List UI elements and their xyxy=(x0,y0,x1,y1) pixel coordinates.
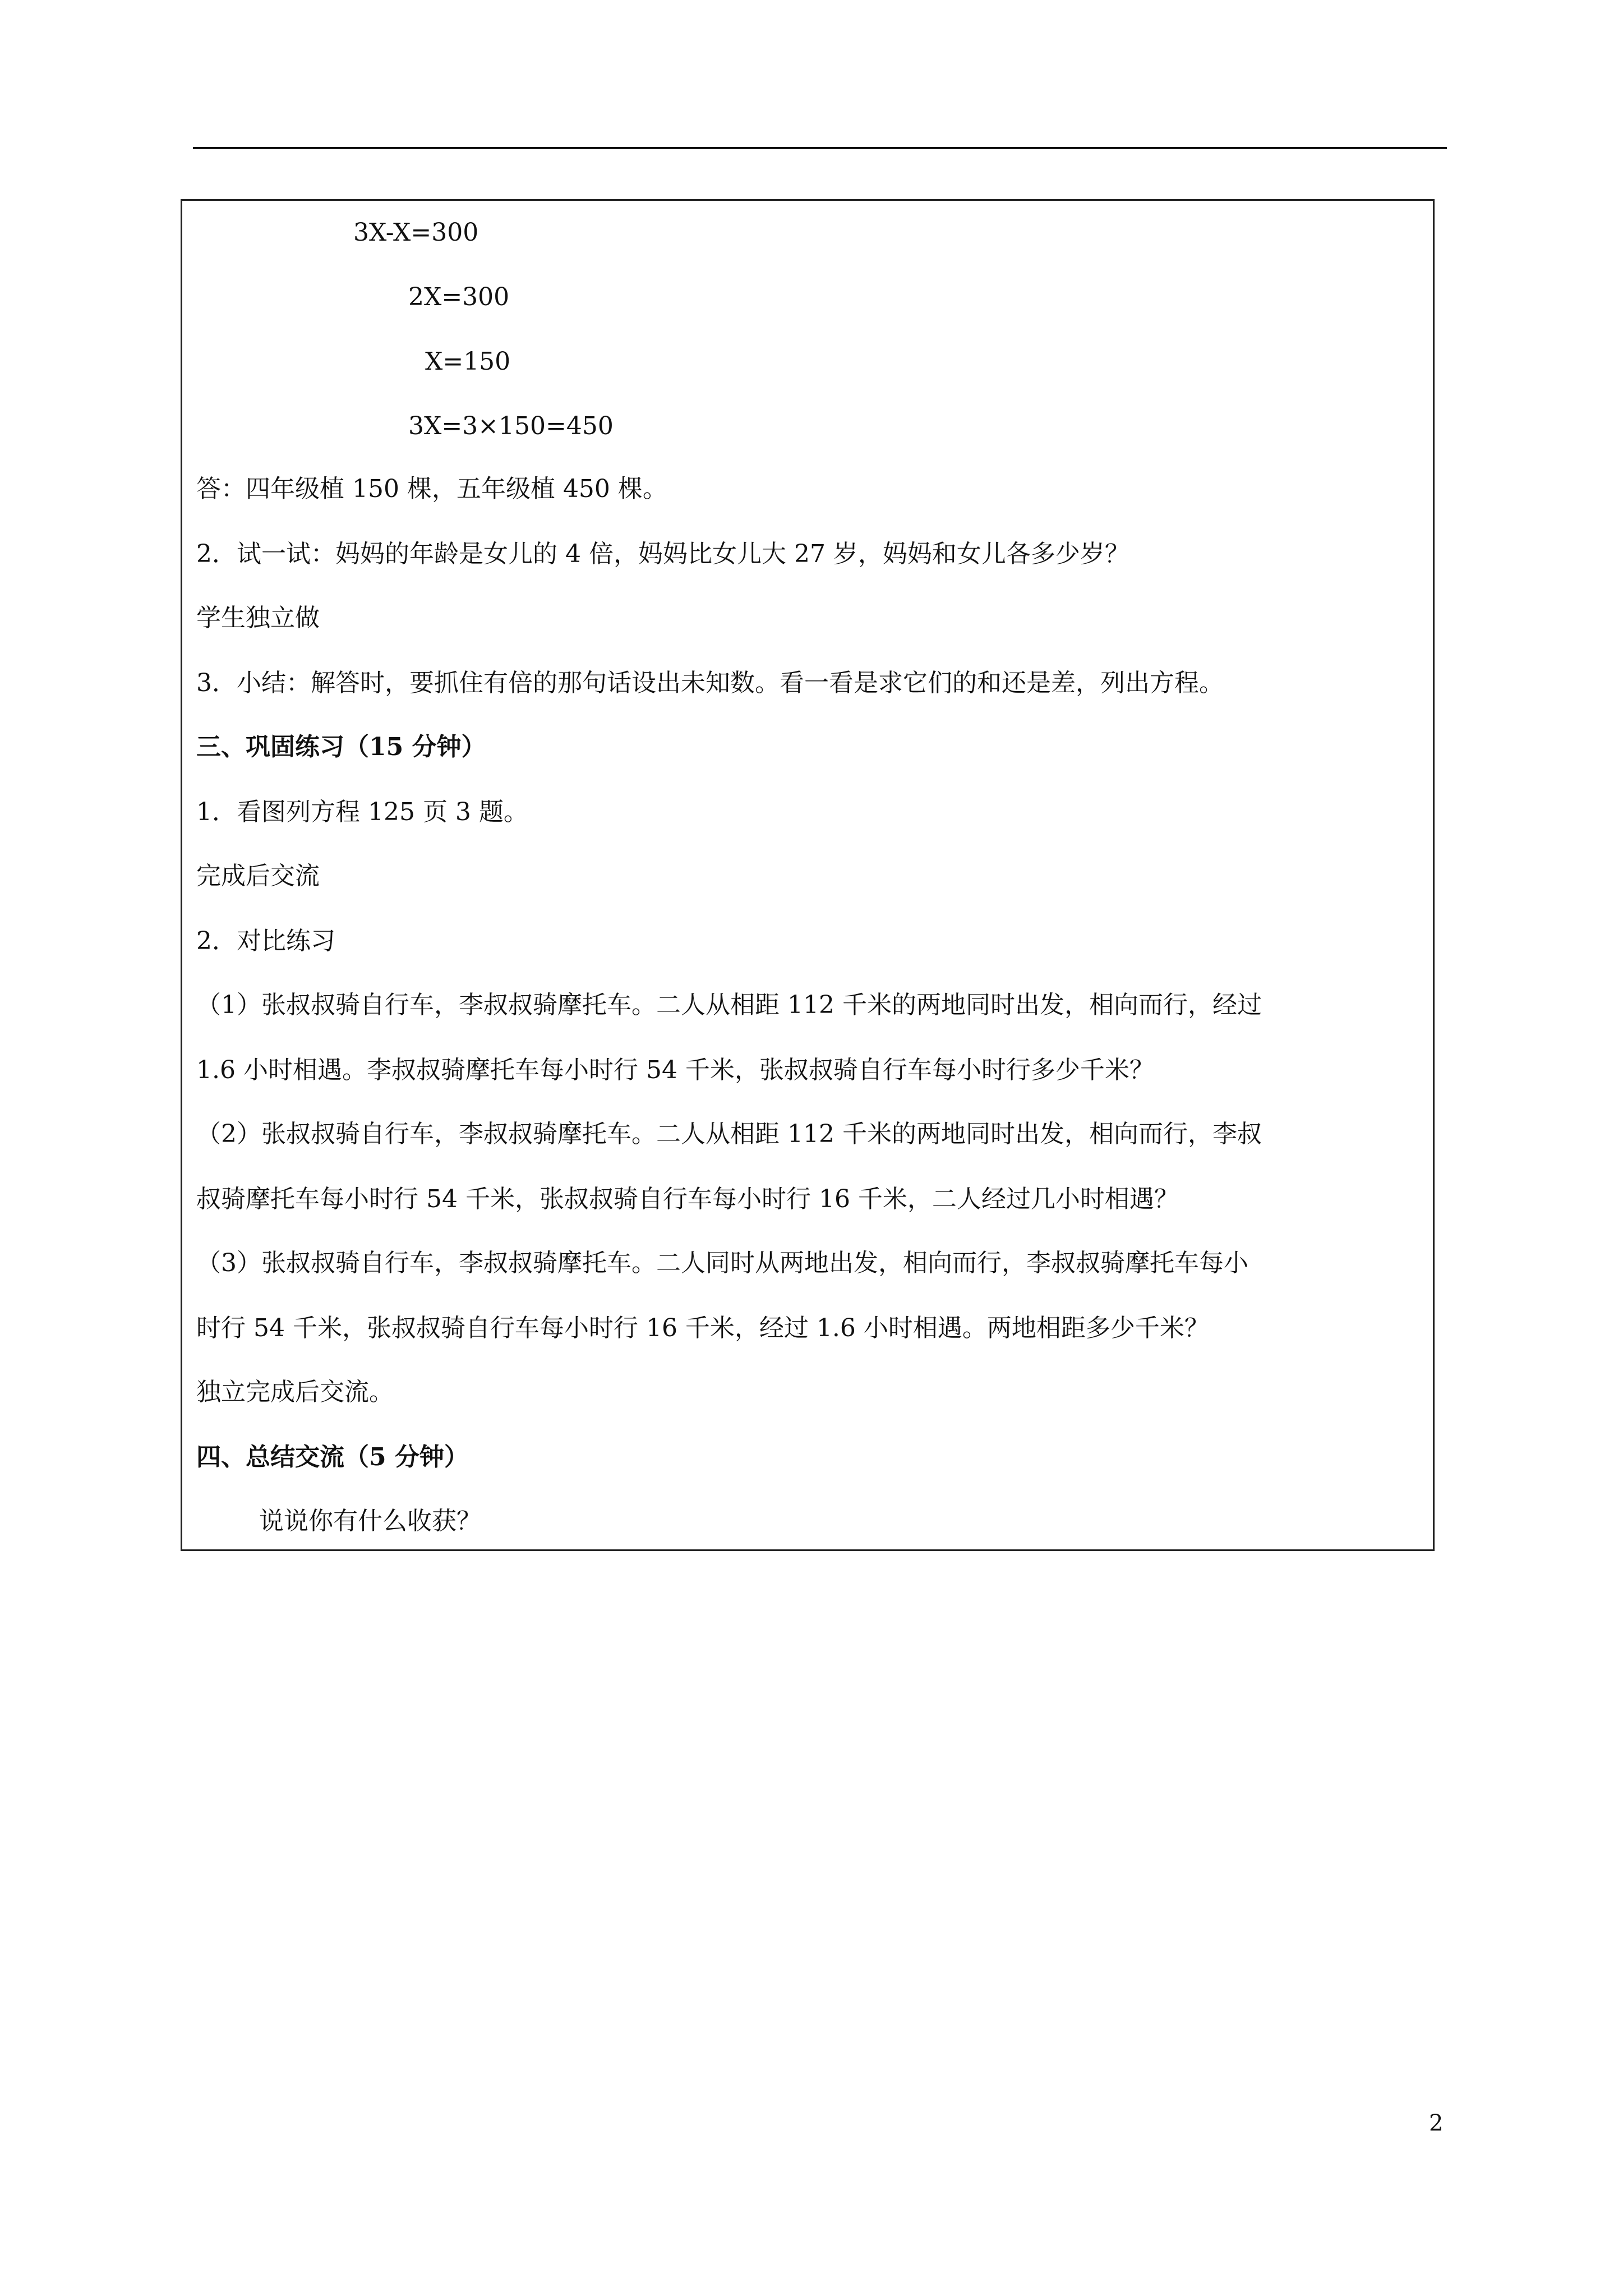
question-text: （2）张叔叔骑自行车，李叔叔骑摩托车。二人从相距 112 千米的两地同时出发，相向而行，李叔 xyxy=(196,1120,1262,1148)
practice-item: 2．对比练习 xyxy=(196,927,335,955)
content-frame xyxy=(181,199,1435,1551)
equation-line: 2X=300 xyxy=(408,283,510,311)
practice-note: 独立完成后交流。 xyxy=(196,1378,394,1406)
header-rule xyxy=(193,147,1447,149)
question-text: （3）张叔叔骑自行车，李叔叔骑摩托车。二人同时从两地出发，相向而行，李叔叔骑摩托车每小 xyxy=(196,1249,1248,1277)
summary-item: 3．小结：解答时，要抓住有倍的那句话设出未知数。看一看是求它们的和还是差，列出方程。 xyxy=(196,669,1224,697)
equation-line: 3X-X=300 xyxy=(353,218,479,247)
reflection-prompt: 说说你有什么收获？ xyxy=(259,1507,481,1535)
try-item: 2．试一试：妈妈的年龄是女儿的 4 倍，妈妈比女儿大 27 岁，妈妈和女儿各多少岁？ xyxy=(196,540,1129,568)
answer-text: 答：四年级植 150 棵，五年级植 450 棵。 xyxy=(196,475,667,503)
page-number: 2 xyxy=(1429,2110,1444,2136)
student-work-note: 学生独立做 xyxy=(196,604,320,632)
practice-item: 1．看图列方程 125 页 3 题。 xyxy=(196,798,528,826)
question-text: （1）张叔叔骑自行车，李叔叔骑摩托车。二人从相距 112 千米的两地同时出发，相向而行，经过 xyxy=(196,991,1262,1019)
section-heading: 四、总结交流（5 分钟） xyxy=(196,1443,469,1471)
equation-line: 3X=3×150=450 xyxy=(408,412,614,440)
section-heading: 三、巩固练习（15 分钟） xyxy=(196,733,486,761)
practice-note: 完成后交流 xyxy=(196,862,320,890)
question-text: 时行 54 千米，张叔叔骑自行车每小时行 16 千米，经过 1.6 小时相遇。两地相距多少千米？ xyxy=(196,1314,1209,1342)
equation-line: X=150 xyxy=(425,347,511,376)
question-text: 叔骑摩托车每小时行 54 千米，张叔叔骑自行车每小时行 16 千米，二人经过几小时相遇？ xyxy=(196,1185,1179,1213)
question-text: 1.6 小时相遇。李叔叔骑摩托车每小时行 54 千米，张叔叔骑自行车每小时行多少千米？ xyxy=(196,1056,1154,1084)
